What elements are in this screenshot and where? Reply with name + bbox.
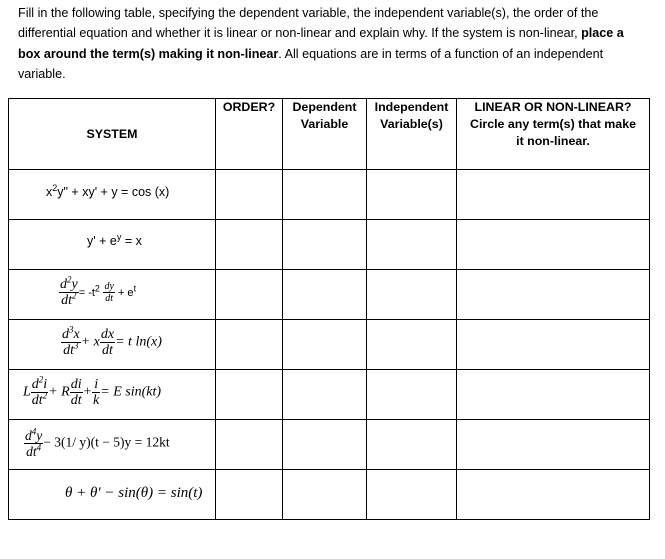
order-answer-cell[interactable]	[216, 270, 283, 320]
header-system: SYSTEM	[9, 99, 216, 170]
equation-6: $\frac{d^4y}{dt^4}$ − 3(1/ y)(t − 5)y = 12kt	[25, 426, 170, 459]
table-row	[9, 470, 650, 520]
table-row	[9, 370, 650, 420]
independent-answer-cell[interactable]	[367, 420, 457, 470]
dependent-answer-cell[interactable]	[283, 270, 367, 320]
linearity-answer-cell[interactable]	[457, 220, 650, 270]
dependent-answer-cell[interactable]	[283, 470, 367, 520]
equation-5: L $\frac{d^2i}{dt^2}$ + R $\frac{di}{dt}$ + $\frac{i}{k}$ = E sin(kt)	[23, 374, 162, 408]
linearity-answer-cell[interactable]	[457, 270, 650, 320]
independent-answer-cell[interactable]	[367, 270, 457, 320]
equation-cell	[9, 420, 216, 470]
instructions-paragraph	[18, 3, 648, 84]
equation-cell	[9, 320, 216, 370]
linearity-answer-cell[interactable]	[457, 170, 650, 220]
table-row	[9, 320, 650, 370]
equation-7: θ + θ′ − sin(θ) = sin(t)	[65, 485, 203, 501]
instructions-text-1: Fill in the following table, specifying the dependent variable, the independent variable(s), the order of the differential equation and whether it is linear or non-linear and explain why. If the system is non-linear,	[18, 6, 599, 41]
equation-cell	[9, 220, 216, 270]
order-answer-cell[interactable]	[216, 320, 283, 370]
linearity-answer-cell[interactable]	[457, 420, 650, 470]
table-row	[9, 420, 650, 470]
header-linear-nonlinear: LINEAR OR NON-LINEAR? Circle any term(s) that make it non-linear.	[457, 99, 650, 170]
independent-answer-cell[interactable]	[367, 220, 457, 270]
worksheet-table	[8, 98, 650, 520]
header-row	[9, 99, 650, 170]
instructions-text-2: . All equations are in terms of a function of an independent variable.	[18, 46, 604, 81]
table-row	[9, 270, 650, 320]
independent-answer-cell[interactable]	[367, 470, 457, 520]
equation-cell	[9, 470, 216, 520]
equation-4: $\frac{d^3x}{dt^3}$ + x $\frac{dx}{dt}$ = t ln(x)	[62, 324, 162, 358]
order-answer-cell[interactable]	[216, 220, 283, 270]
header-independent-variables: Independent Variable(s)	[367, 99, 457, 170]
dependent-answer-cell[interactable]	[283, 420, 367, 470]
dependent-answer-cell[interactable]	[283, 320, 367, 370]
linearity-answer-cell[interactable]	[457, 320, 650, 370]
equation-2: $y' + e^y = x$	[87, 231, 142, 248]
equation-cell	[9, 170, 216, 220]
order-answer-cell[interactable]	[216, 370, 283, 420]
table-row	[9, 170, 650, 220]
table-row	[9, 220, 650, 270]
independent-answer-cell[interactable]	[367, 320, 457, 370]
linearity-answer-cell[interactable]	[457, 370, 650, 420]
instructions-bold-text: place a box around the term(s) making it non-linear	[18, 26, 624, 61]
independent-answer-cell[interactable]	[367, 370, 457, 420]
order-answer-cell[interactable]	[216, 170, 283, 220]
order-answer-cell[interactable]	[216, 470, 283, 520]
equation-cell	[9, 370, 216, 420]
equation-3: $\frac{d^2y}{dt^2}$ = $-t^2$ $\frac{dy}{dt}$ + $e^t$	[60, 274, 137, 308]
linearity-answer-cell[interactable]	[457, 470, 650, 520]
dependent-answer-cell[interactable]	[283, 370, 367, 420]
equation-1: $x^2y$" + xy' + y = cos (x)	[46, 182, 170, 199]
dependent-answer-cell[interactable]	[283, 220, 367, 270]
order-answer-cell[interactable]	[216, 420, 283, 470]
header-order: ORDER?	[216, 99, 283, 170]
equation-cell	[9, 270, 216, 320]
independent-answer-cell[interactable]	[367, 170, 457, 220]
dependent-answer-cell[interactable]	[283, 170, 367, 220]
header-dependent-variable: Dependent Variable	[283, 99, 367, 170]
